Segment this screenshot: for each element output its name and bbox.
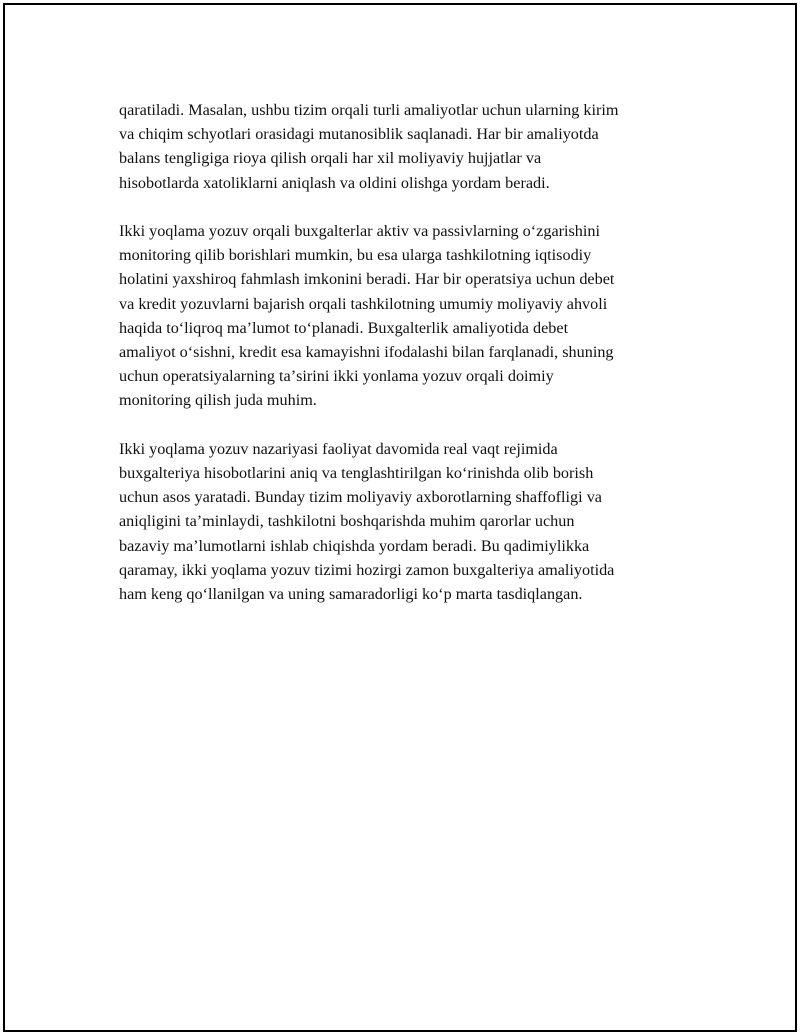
text-line: qaramay, ikki yoqlama yozuv tizimi hozirgi zamon buxgalteriya amaliyotida <box>119 560 615 579</box>
text-line: hisobotlarda xatoliklarni aniqlash va oldini olishga yordam beradi. <box>119 173 550 192</box>
text-line: monitoring qilish juda muhim. <box>119 391 317 410</box>
text-line: Ikki yoqlama yozuv orqali buxgalterlar aktiv va passivlarning oʻzgarishini <box>119 222 600 240</box>
paragraph-3 <box>119 437 699 606</box>
text-line: bazaviy maʼlumotlarni ishlab chiqishda yordam beradi. Bu qadimiylikka <box>119 536 590 555</box>
text-line: aniqligini taʼminlaydi, tashkilotni boshqarishda muhim qarorlar uchun <box>119 512 575 531</box>
paragraph-spacer <box>119 413 699 437</box>
paragraph-1 <box>119 98 699 195</box>
text-line: ham keng qoʻllanilgan va uning samaradorligi koʻp marta tasdiqlangan. <box>119 585 583 604</box>
text-line: uchun asos yaratadi. Bunday tizim moliyaviy axborotlarning shaffofligi va <box>119 488 602 507</box>
text-line: monitoring qilib borishlari mumkin, bu esa ularga tashkilotning iqtisodiy <box>119 246 592 265</box>
text-line: haqida toʻliqroq maʼlumot toʻplanadi. Buxgalterlik amaliyotida debet <box>119 318 569 337</box>
document-body <box>119 98 699 606</box>
text-line: Ikki yoqlama yozuv nazariyasi faoliyat davomida real vaqt rejimida <box>119 439 558 458</box>
text-line: va kredit yozuvlarni bajarish orqali tashkilotning umumiy moliyaviy ahvoli <box>119 294 608 313</box>
text-line: buxgalteriya hisobotlarini aniq va tenglashtirilgan koʻrinishda olib borish <box>119 464 594 483</box>
text-line: amaliyot oʻsishni, kredit esa kamayishni ifodalashi bilan farqlanadi, shuning <box>119 343 614 362</box>
paragraph-spacer <box>119 195 699 219</box>
text-line: qaratiladi. Masalan, ushbu tizim orqali turli amaliyotlar uchun ularning kirim <box>119 101 619 119</box>
text-line: va chiqim schyotlari orasidagi mutanosiblik saqlanadi. Har bir amaliyotda <box>119 125 599 144</box>
text-line: balans tengligiga rioya qilish orqali har xil moliyaviy hujjatlar va <box>119 149 542 168</box>
text-line: uchun operatsiyalarning taʼsirini ikki yonlama yozuv orqali doimiy <box>119 367 554 386</box>
text-line: holatini yaxshiroq fahmlash imkonini beradi. Har bir operatsiya uchun debet <box>119 270 615 289</box>
paragraph-2 <box>119 219 699 413</box>
page-frame <box>3 3 797 1032</box>
